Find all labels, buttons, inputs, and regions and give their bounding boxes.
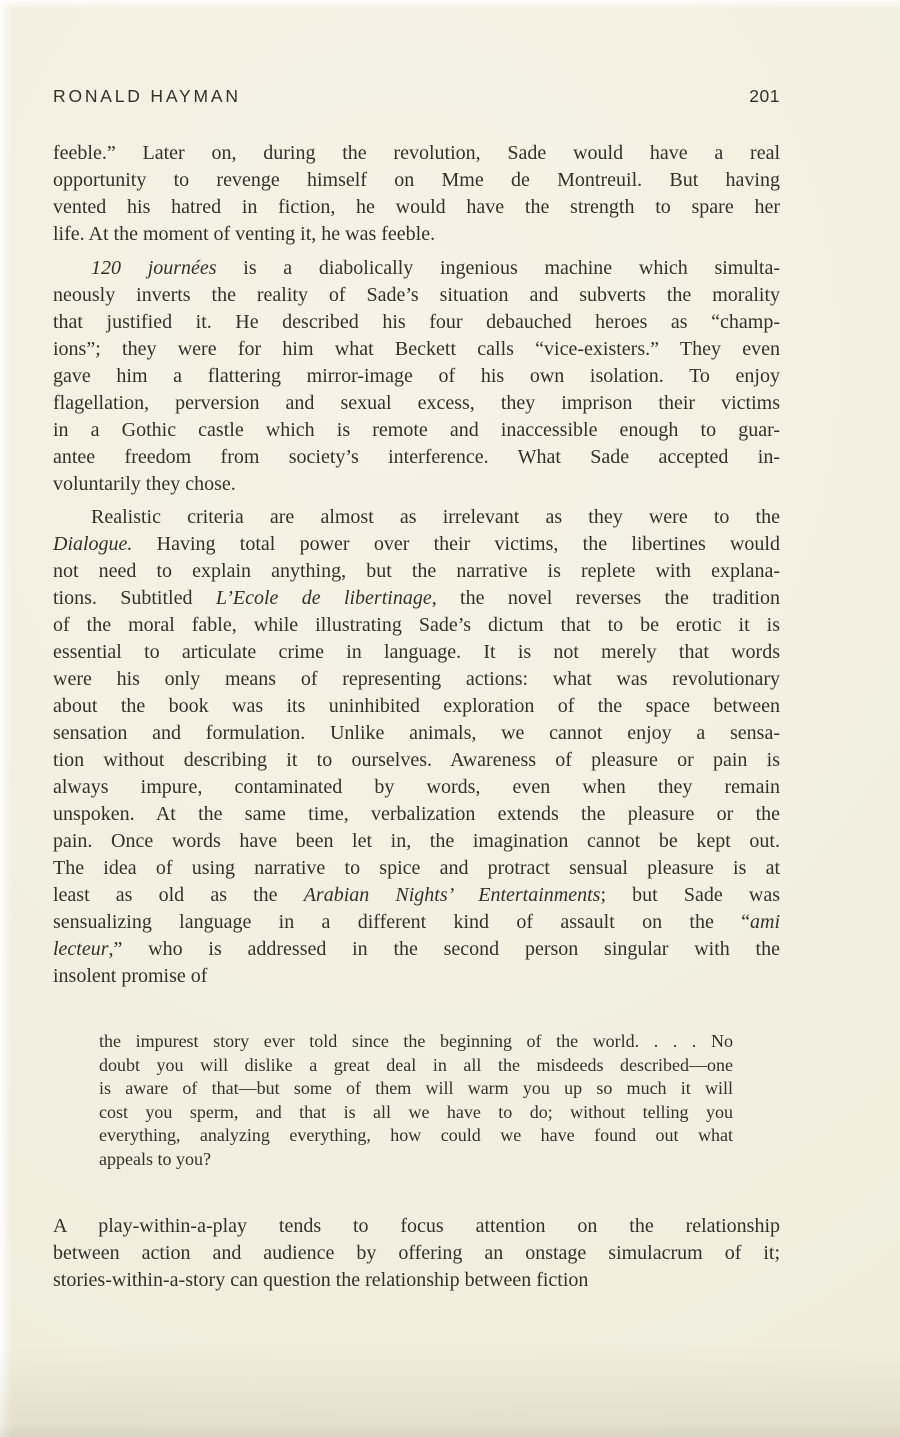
text-segment: doubt you will dislike a great deal in all the misdeeds described—one [99, 1054, 733, 1075]
text-line [53, 255, 780, 282]
text-line [99, 1101, 733, 1125]
text-line [53, 194, 780, 221]
text-segment: ,” who is addressed in the second person singular with the [108, 938, 780, 960]
text-line [53, 1213, 780, 1240]
text-segment: Having total power over their victims, the libertines would [132, 533, 780, 555]
text-segment: voluntarily they chose. [53, 473, 236, 495]
text-line [53, 282, 780, 309]
text-segment: is aware of that—but some of them will warm you up so much it will [99, 1078, 733, 1098]
scan-edge-bottom [0, 1347, 900, 1437]
text-segment: The idea of using narrative to spice and protract sensual pleasure is at [53, 857, 780, 879]
text-line [53, 774, 780, 801]
text-line [53, 612, 780, 639]
text-segment: A play-within-a-play tends to focus attention on the relationship [53, 1215, 780, 1237]
running-header-author: RONALD HAYMAN [53, 86, 241, 106]
text-segment: opportunity to revenge himself on Mme de Montreuil. But having [53, 169, 780, 191]
text-line [53, 855, 780, 882]
text-line [53, 639, 780, 666]
text-segment: tions. Subtitled [53, 587, 216, 609]
text-segment: unspoken. At the same time, verbalization extends the pleasure or the [53, 803, 780, 825]
text-line [53, 963, 780, 990]
text-column [53, 0, 780, 1294]
text-line [53, 909, 780, 936]
text-line [53, 417, 780, 444]
running-header [53, 86, 780, 106]
paragraph [53, 255, 780, 498]
text-segment: flagellation, perversion and sexual excess, they imprison their victims [53, 392, 780, 414]
text-line [53, 471, 780, 498]
paragraph [53, 504, 780, 990]
text-segment: antee freedom from society’s interference. What Sade accepted in- [53, 446, 780, 468]
text-line [53, 666, 780, 693]
text-line [53, 309, 780, 336]
text-segment: pain. Once words have been let in, the imagination cannot be kept out. [53, 830, 780, 852]
text-segment: were his only means of representing actions: what was revolutionary [53, 668, 780, 690]
text-segment: appeals to you? [99, 1148, 211, 1169]
text-line [53, 882, 780, 909]
text-line [53, 221, 780, 248]
text-line [53, 936, 780, 963]
scan-edge-left [0, 0, 12, 1437]
text-segment: ions”; they were for him what Beckett calls “vice-existers.” They even [53, 338, 780, 360]
text-line [53, 504, 780, 531]
text-segment: Realistic criteria are almost as irrelevant as they were to the [91, 506, 780, 528]
text-segment: everything, analyzing everything, how could we have found out what [99, 1125, 733, 1145]
text-segment: of the moral fable, while illustrating Sade’s dictum that to be erotic it is [53, 614, 780, 636]
text-line [99, 1030, 733, 1054]
text-content [53, 140, 780, 1294]
text-segment: is a diabolically ingenious machine which simulta- [216, 257, 780, 279]
page-number: 201 [749, 86, 780, 106]
text-line [53, 1267, 780, 1294]
text-segment: that justified it. He described his four debauched heroes as “champ- [53, 311, 780, 333]
text-line [53, 720, 780, 747]
text-segment: about the book was its uninhibited exploration of the space between [53, 695, 780, 717]
text-segment: insolent promise of [53, 965, 208, 987]
block-quote [99, 1030, 733, 1171]
text-segment: always impure, contaminated by words, even when they remain [53, 776, 780, 798]
text-line [53, 558, 780, 585]
text-segment: sensualizing language in a different kind of assault on the “ [53, 911, 750, 933]
text-line [99, 1054, 733, 1078]
text-segment: , the novel reverses the tradition [431, 587, 780, 609]
text-line [99, 1077, 733, 1101]
text-segment: ami [750, 911, 780, 933]
paragraph [53, 1213, 780, 1294]
text-line [53, 336, 780, 363]
text-segment: L’Ecole de libertinage [215, 587, 432, 609]
text-segment: cost you sperm, and that is all we have to do; without telling you [99, 1101, 733, 1122]
text-segment: gave him a flattering mirror-image of his own isolation. To enjoy [53, 365, 780, 387]
text-line [53, 167, 780, 194]
text-segment: life. At the moment of venting it, he was feeble. [53, 223, 436, 245]
paragraph [53, 140, 780, 248]
text-line [53, 828, 780, 855]
text-segment: in a Gothic castle which is remote and inaccessible enough to guar- [53, 419, 780, 441]
text-line [53, 801, 780, 828]
text-segment: ; but Sade was [600, 884, 780, 906]
text-segment: between action and audience by offering an onstage simulacrum of it; [53, 1242, 780, 1264]
text-line [99, 1124, 733, 1148]
text-line [53, 1240, 780, 1267]
text-line [99, 1148, 733, 1172]
text-line [53, 444, 780, 471]
text-line [53, 585, 780, 612]
text-line [53, 747, 780, 774]
text-segment: least as old as the [53, 884, 304, 906]
text-line [53, 693, 780, 720]
text-segment: 120 journées [91, 257, 217, 279]
text-line [53, 140, 780, 167]
text-line [53, 390, 780, 417]
text-segment: feeble.” Later on, during the revolution, Sade would have a real [53, 142, 780, 164]
text-line [53, 363, 780, 390]
text-segment: sensation and formulation. Unlike animals, we cannot enjoy a sensa- [53, 722, 780, 744]
text-segment: Dialogue. [53, 533, 133, 555]
text-line [53, 531, 780, 558]
text-segment: not need to explain anything, but the narrative is replete with explana- [53, 560, 780, 582]
text-segment: vented his hatred in fiction, he would have the strength to spare her [53, 196, 780, 218]
text-segment: neously inverts the reality of Sade’s situation and subverts the morality [53, 284, 780, 306]
text-segment: the impurest story ever told since the beginning of the world. . . . No [99, 1031, 733, 1051]
text-segment: essential to articulate crime in language. It is not merely that words [53, 641, 780, 663]
text-segment: stories-within-a-story can question the relationship between fiction [53, 1269, 589, 1291]
text-segment: Arabian Nights’ Entertainments [303, 884, 601, 906]
text-segment: lecteur [53, 938, 109, 960]
text-segment: tion without describing it to ourselves. Awareness of pleasure or pain is [53, 749, 780, 771]
